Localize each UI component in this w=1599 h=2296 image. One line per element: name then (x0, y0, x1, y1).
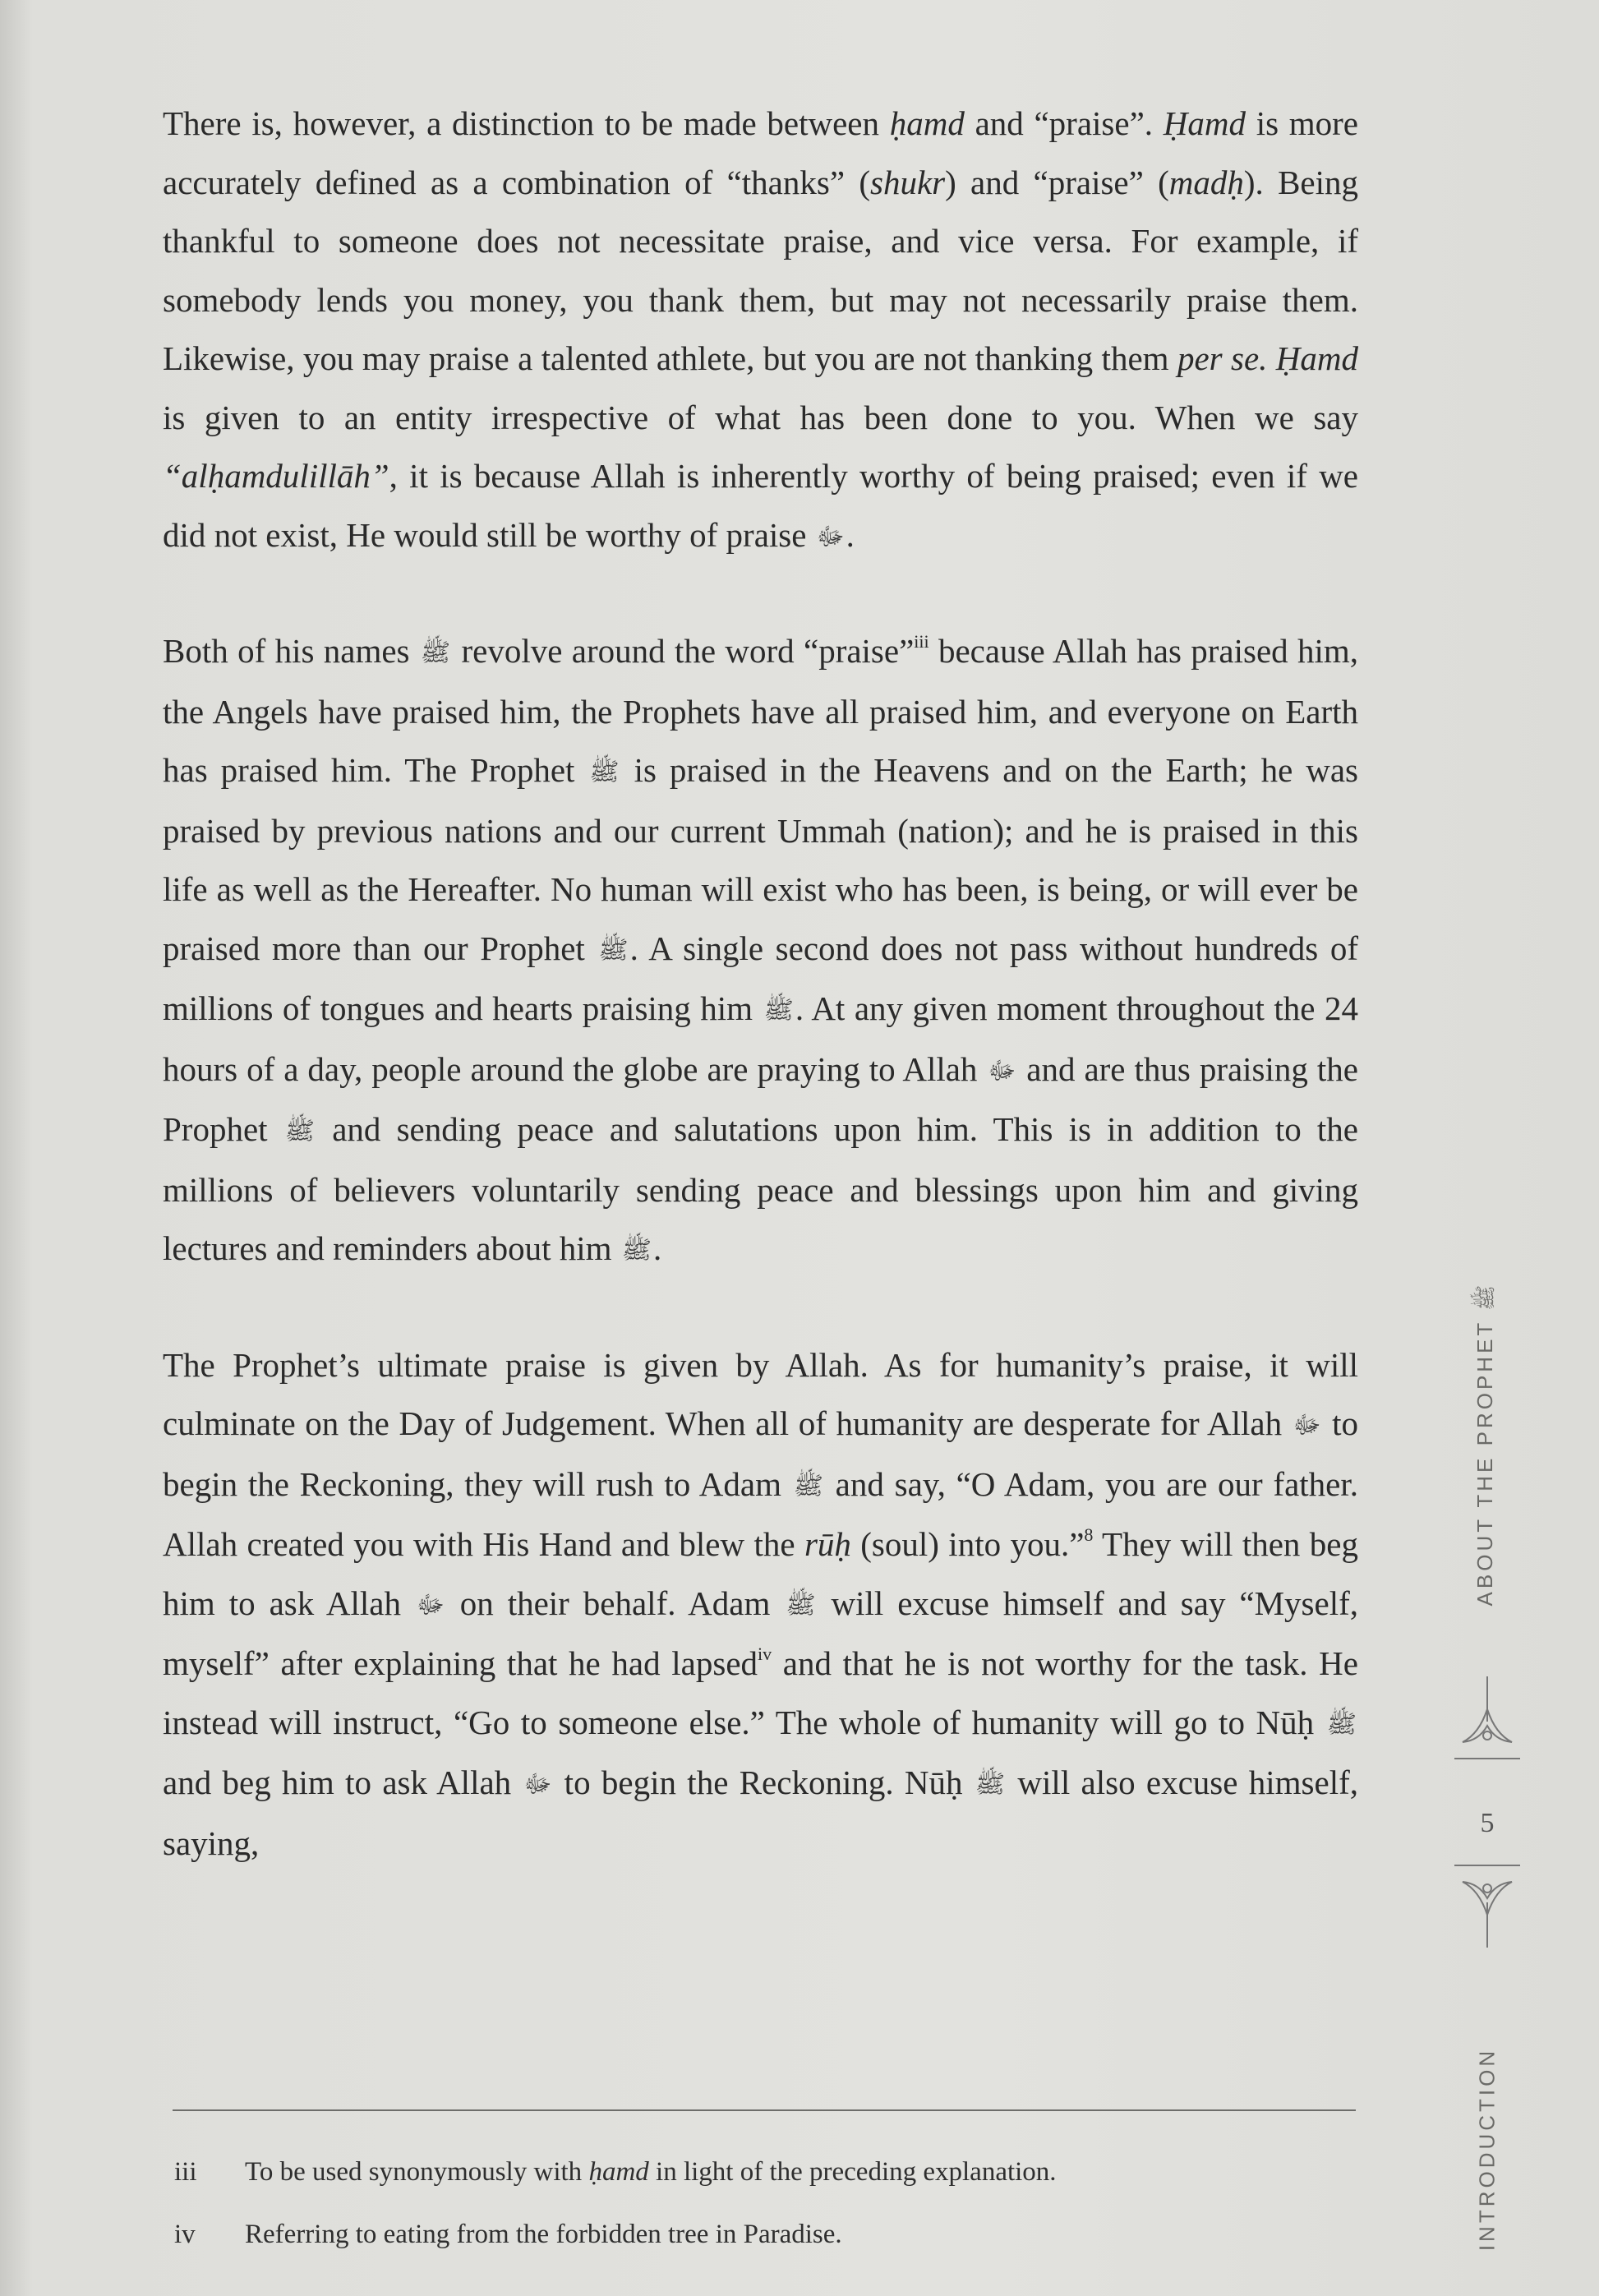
text-run: in light of the preceding explanation. (648, 2157, 1057, 2187)
text-run: Referring to eating from the forbidden tree in Paradise. (245, 2220, 842, 2249)
text-run: is given to an entity irrespective of what has been done to you. When we say (163, 398, 1358, 436)
body-text (163, 95, 1358, 1929)
text-run: and say, “O Adam, you are our father. Allah created you with His Hand and blew the (163, 1464, 1358, 1563)
honorific-icon: ﷺ (763, 996, 794, 1025)
text-run: ) and “praise” ( (945, 163, 1169, 201)
text-run: is praised in the Heavens and on the Earth; he was praised by previous nations and our current Ummah (nation); and he is praised in this life as well as the Hereafter. No human will exist who has been, is being, or will ever be praised more than our Prophet (163, 751, 1358, 967)
text-run: ). Being thankful to someone does not necessitate praise, and vice versa. For example, if somebody lends you money, you thank them, but may not necessarily praise them. Likewise, you may praise a talented athlete, but you are not thanking them (163, 163, 1359, 377)
honorific-icon: ﷺ (284, 1117, 315, 1146)
text-run: because Allah has praised him, the Angels have praised him, the Prophets have all praised him, and everyone on Earth has praised him. The Prophet (163, 632, 1359, 789)
text-run: and that he is not worthy for the task. He instead will instruct, “Go to someone else.” The whole of humanity will go to Nūḥ (163, 1644, 1358, 1741)
paragraph (163, 622, 1358, 1280)
text-run: and “praise”. (964, 104, 1164, 142)
text-run: to begin the Reckoning, they will rush to Adam (163, 1404, 1358, 1503)
section-title: ABOUT THE PROPHET ﷺ (1472, 1284, 1497, 1607)
italic-term: shukr (869, 163, 946, 201)
text-run: and beg him to ask Allah (163, 1763, 523, 1801)
text-run: There is, however, a distinction to be made between (163, 104, 890, 142)
text-run: . (653, 1229, 662, 1267)
text-run: will excuse himself and say “Myself, myself” after explaining that he had lapsed (163, 1584, 1359, 1682)
text-run: revolve around the word “praise” (452, 632, 915, 670)
honorific-icon: ﷺ (975, 1770, 1006, 1799)
chapter-title: INTRODUCTION (1474, 2047, 1500, 2252)
text-run: on their behalf. Adam (445, 1584, 785, 1622)
honorific-icon: ﷺ (786, 1590, 816, 1620)
honorific-icon: ﷺ (598, 935, 629, 965)
footnotes (174, 2141, 1349, 2266)
ornament-top-icon (1454, 1676, 1520, 1767)
text-run: and are thus praising the Prophet (163, 1049, 1358, 1148)
text-run: (soul) into you.” (850, 1525, 1085, 1563)
italic-term: “alḥamdulillāh” (163, 457, 389, 495)
footnote-mark: iii (174, 2157, 197, 2187)
footnote-ref: iii (914, 631, 929, 652)
honorific-icon: ﷻ (816, 522, 845, 551)
italic-term: rūḥ (804, 1525, 851, 1563)
footnote-mark: iv (174, 2220, 196, 2249)
honorific-icon: ﷻ (416, 1590, 445, 1620)
text-run: . (846, 515, 855, 554)
text-run: and sending peace and salutations upon him. This is in addition to the millions of believers voluntarily sending peace and blessings upon him and giving lectures and reminders about him (163, 1110, 1358, 1267)
text-run: to begin the Reckoning. Nūḥ (553, 1763, 974, 1801)
text-run: . At any given moment throughout the 24 hours of a day, people around the globe are praying to Allah (163, 989, 1358, 1088)
text-run: will also excuse himself, saying, (163, 1763, 1358, 1862)
footnote-text (245, 2203, 842, 2266)
text-run: The Prophet’s ultimate praise is given by Allah. As for humanity’s praise, it will culminate on the Day of Judgement. When all of humanity are desperate for Allah (163, 1345, 1358, 1442)
paragraph (163, 1336, 1358, 1874)
text-run: , it is because Allah is inherently worthy of being praised; even if we did not exist, He would still be worthy of praise (163, 457, 1358, 554)
italic-term: per se. Ḥamd (1177, 339, 1359, 377)
italic-term: madḥ (1168, 163, 1244, 201)
italic-term: ḥamd (588, 2157, 649, 2187)
running-header-sidebar (1438, 1284, 1537, 2252)
honorific-icon: ﷻ (988, 1056, 1016, 1086)
text-run: is more accurately defined as a combination of “thanks” ( (163, 104, 1358, 201)
text-run: They will then beg him to ask Allah (163, 1525, 1358, 1622)
text-run: Both of his names (163, 632, 419, 670)
footnote-divider (173, 2109, 1356, 2111)
ornament-bottom-icon (1454, 1857, 1520, 1948)
footnote-text (245, 2141, 1057, 2203)
honorific-icon: ﷺ (621, 1236, 652, 1265)
footnote (174, 2203, 1349, 2266)
page-number: 5 (1480, 1808, 1495, 1838)
footnote (174, 2141, 1349, 2203)
honorific-icon: ﷺ (589, 758, 620, 786)
text-run: . A single second does not pass without hundreds of millions of tongues and hearts praising him (163, 929, 1358, 1027)
footnote-ref: iv (758, 1644, 772, 1664)
paragraph (163, 95, 1358, 566)
footnote-ref: 8 (1084, 1524, 1094, 1545)
honorific-icon: ﷻ (1293, 1411, 1321, 1440)
italic-term: Ḥamd (1163, 104, 1246, 142)
honorific-icon: ﷺ (1326, 1709, 1357, 1739)
text-run: To be used synonymously with (245, 2157, 589, 2187)
honorific-icon: ﷺ (793, 1471, 823, 1501)
honorific-icon: ﷻ (523, 1770, 552, 1799)
honorific-icon: ﷺ (420, 639, 451, 667)
italic-term: ḥamd (889, 104, 965, 142)
